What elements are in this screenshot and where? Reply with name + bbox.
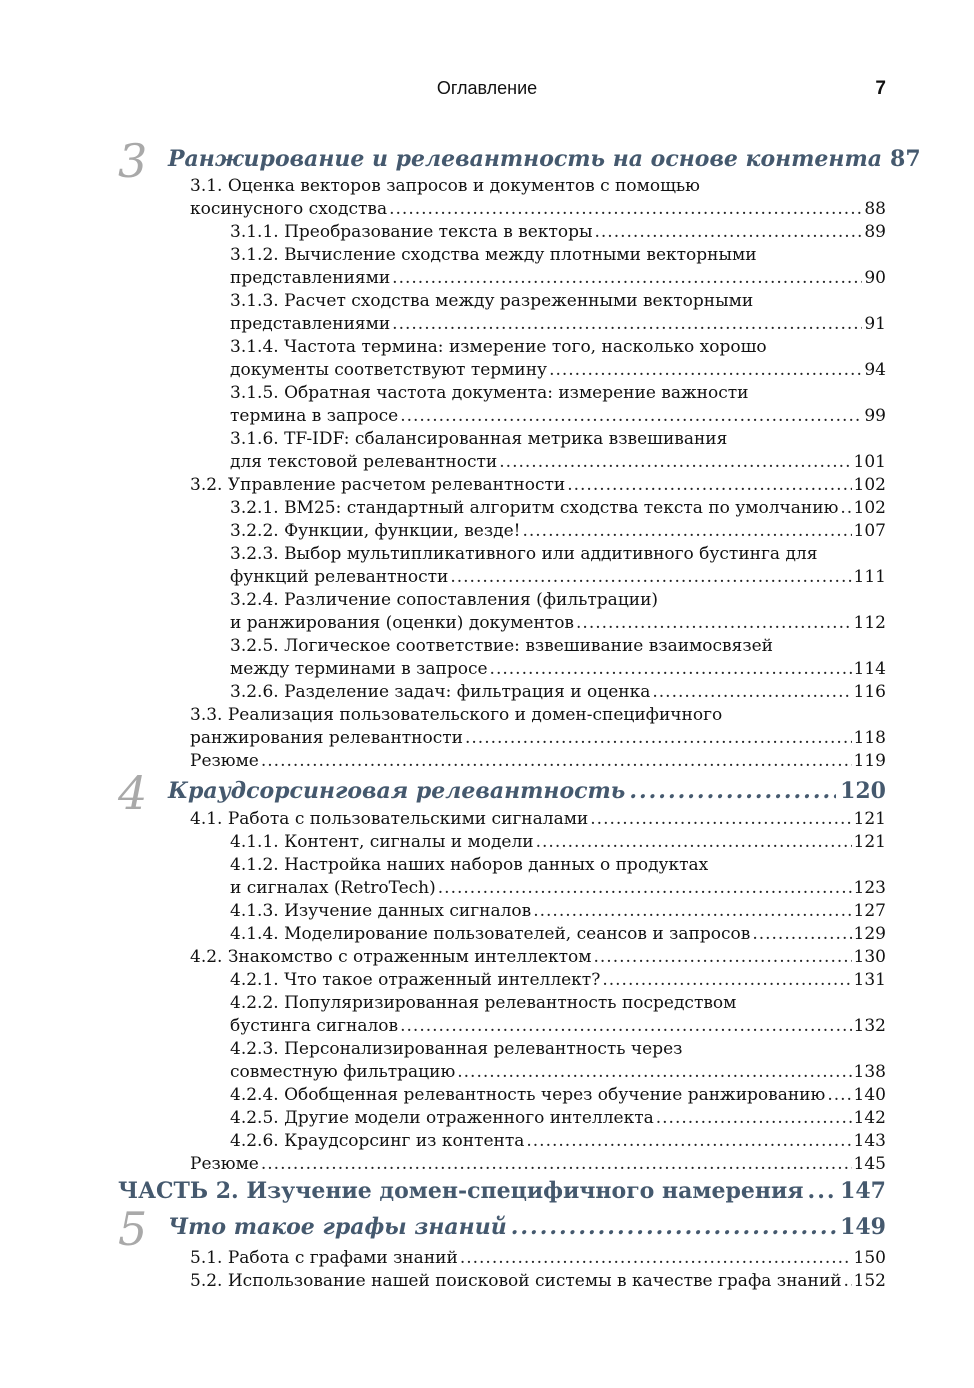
entry-title: Резюме (190, 1154, 259, 1174)
header-page-number: 7 (875, 78, 886, 99)
toc-entry-5-1[interactable] (190, 1247, 886, 1270)
entry-page: 142 (853, 1108, 886, 1128)
entry-title: 4.2.2. Популяризированная релевантность посредством (230, 993, 737, 1013)
chapter-page: 87 (890, 146, 921, 172)
dot-leader (450, 566, 851, 589)
dot-leader (522, 520, 851, 543)
entry-page: 132 (853, 1016, 886, 1036)
entry-page: 89 (864, 222, 886, 242)
entry-title: 3.1.6. TF-IDF: сбалансированная метрика взвешивания (230, 429, 728, 449)
toc-entry-3-1-2[interactable] (230, 244, 886, 290)
entry-page: 121 (853, 832, 886, 852)
entry-page: 129 (853, 924, 886, 944)
dot-leader (536, 831, 852, 854)
toc-entry-4-2-2[interactable] (230, 992, 886, 1038)
entry-page: 111 (853, 567, 886, 587)
entry-title: 4.1. Работа с пользовательскими сигналами (190, 809, 589, 829)
entry-title: Резюме (190, 751, 259, 771)
entry-title: 4.2.1. Что такое отраженный интеллект? (230, 970, 601, 990)
toc-entry-3-2-3[interactable] (230, 543, 886, 589)
toc-entry-3-2[interactable] (190, 474, 886, 497)
dot-leader (844, 1270, 852, 1293)
entry-title-cont: представлениями (230, 268, 391, 288)
entry-title: 4.2. Знакомство с отраженным интеллектом (190, 947, 592, 967)
entry-title-cont: функций релевантности (230, 567, 449, 587)
entry-page: 152 (853, 1271, 886, 1291)
chapter-number: 5 (118, 1202, 148, 1256)
entry-page: 114 (853, 659, 886, 679)
chapter-title: Ранжирование и релевантность на основе контента (168, 146, 883, 172)
dot-leader (594, 946, 852, 969)
dot-leader (629, 778, 836, 804)
entry-page: 102 (853, 475, 886, 495)
dot-leader (400, 405, 862, 428)
entry-title: 3.2.6. Разделение задач: фильтрация и оценка (230, 682, 651, 702)
entry-title-cont: термина в запросе (230, 406, 399, 426)
dot-leader (499, 451, 851, 474)
toc-entry-3-2-5[interactable] (230, 635, 886, 681)
entry-title: 3.1. Оценка векторов запросов и документов с помощью (190, 176, 700, 196)
dot-leader (595, 221, 863, 244)
entry-page: 116 (853, 682, 886, 702)
entry-page: 107 (853, 521, 886, 541)
toc-entry-3-1-4[interactable] (230, 336, 886, 382)
toc-entry-4-2-6[interactable] (230, 1130, 886, 1153)
part-page: 147 (840, 1178, 886, 1204)
dot-leader (526, 1130, 851, 1153)
toc-entry-3-1[interactable] (190, 175, 886, 221)
toc-entry-4-1-2[interactable] (230, 854, 886, 900)
entry-title-cont: документы соответствуют термину (230, 360, 548, 380)
toc-chapter-5[interactable] (118, 1202, 886, 1256)
entry-title: 4.2.6. Краудсорсинг из контента (230, 1131, 525, 1151)
entry-page: 88 (864, 199, 886, 219)
entry-page: 119 (853, 751, 886, 771)
entry-title: 3.2.2. Функции, функции, везде! (230, 521, 521, 541)
entry-page: 101 (853, 452, 886, 472)
header-title: Оглавление (436, 78, 538, 98)
toc-entry-4-2-1[interactable] (230, 969, 886, 992)
entry-page: 94 (864, 360, 886, 380)
dot-leader (511, 1214, 836, 1240)
entry-title-cont: представлениями (230, 314, 391, 334)
entry-page: 112 (853, 613, 886, 633)
toc-entry-3-1-1[interactable] (230, 221, 886, 244)
dot-leader (576, 612, 852, 635)
dot-leader (261, 1153, 852, 1176)
dot-leader (840, 497, 851, 520)
entry-page: 145 (853, 1154, 886, 1174)
dot-leader (656, 1107, 852, 1130)
entry-page: 140 (853, 1085, 886, 1105)
dot-leader (567, 474, 851, 497)
dot-leader (808, 1178, 837, 1204)
toc-entry-4-1-1[interactable] (230, 831, 886, 854)
toc-entry-3-2-4[interactable] (230, 589, 886, 635)
dot-leader (457, 1061, 851, 1084)
toc-entry-3-1-3[interactable] (230, 290, 886, 336)
toc-entry-3-1-5[interactable] (230, 382, 886, 428)
entry-title: 3.3. Реализация пользовательского и домен-специфичного (190, 705, 723, 725)
toc-entry-3-2-2[interactable] (230, 520, 886, 543)
chapter-title: Что такое графы знаний (168, 1214, 507, 1240)
dot-leader (490, 658, 852, 681)
entry-title: 3.2.1. BM25: стандартный алгоритм сходства текста по умолчанию (230, 498, 839, 518)
dot-leader (602, 969, 851, 992)
part-title: ЧАСТЬ 2. Изучение домен-специфичного намерения (118, 1178, 804, 1204)
entry-page: 121 (853, 809, 886, 829)
entry-title: 5.2. Использование нашей поисковой системы в качестве графа знаний (190, 1271, 842, 1291)
entry-page: 150 (853, 1248, 886, 1268)
toc-entry-3-1-6[interactable] (230, 428, 886, 474)
entry-page: 131 (853, 970, 886, 990)
entry-page: 91 (864, 314, 886, 334)
entry-title: 4.1.3. Изучение данных сигналов (230, 901, 532, 921)
entry-title: 3.2.4. Различение сопоставления (фильтрации) (230, 590, 659, 610)
entry-title-cont: совместную фильтрацию (230, 1062, 456, 1082)
dot-leader (460, 1247, 852, 1270)
toc-entry-4-2-3[interactable] (230, 1038, 886, 1084)
running-header (0, 78, 974, 102)
entry-title-cont: ранжирования релевантности (190, 728, 463, 748)
dot-leader (392, 267, 862, 290)
toc-entry-4-1[interactable] (190, 808, 886, 831)
dot-leader (465, 727, 852, 750)
entry-page: 102 (853, 498, 886, 518)
entry-title: 4.1.1. Контент, сигналы и модели (230, 832, 534, 852)
dot-leader (827, 1084, 851, 1107)
entry-title: 3.1.3. Расчет сходства между разреженными векторными (230, 291, 754, 311)
entry-title: 3.2. Управление расчетом релевантности (190, 475, 566, 495)
chapter-page: 120 (840, 778, 886, 804)
dot-leader (400, 1015, 851, 1038)
entry-title: 3.2.5. Логическое соответствие: взвешивание взаимосвязей (230, 636, 774, 656)
entry-title: 3.1.5. Обратная частота документа: измерение важности (230, 383, 749, 403)
toc-entry-4-1-3[interactable] (230, 900, 886, 923)
dot-leader (590, 808, 851, 831)
entry-title: 4.1.2. Настройка наших наборов данных о продуктах (230, 855, 709, 875)
entry-title: 4.2.3. Персонализированная релевантность через (230, 1039, 683, 1059)
toc-entry-4-1-4[interactable] (230, 923, 886, 946)
dot-leader (549, 359, 862, 382)
entry-title-cont: и сигналах (RetroTech) (230, 878, 436, 898)
entry-page: 118 (853, 728, 886, 748)
dot-leader (438, 877, 852, 900)
toc-entry-4-2-5[interactable] (230, 1107, 886, 1130)
entry-title: 4.2.4. Обобщенная релевантность через обучение ранжированию (230, 1085, 826, 1105)
entry-title: 3.1.1. Преобразование текста в векторы (230, 222, 593, 242)
toc-part-2[interactable] (118, 1178, 886, 1204)
entry-title: 3.1.4. Частота термина: измерение того, насколько хорошо (230, 337, 767, 357)
entry-title: 5.1. Работа с графами знаний (190, 1248, 458, 1268)
entry-title-cont: бустинга сигналов (230, 1016, 399, 1036)
entry-title: 4.1.4. Моделирование пользователей, сеансов и запросов (230, 924, 751, 944)
dot-leader (533, 900, 851, 923)
entry-page: 138 (853, 1062, 886, 1082)
entry-title: 3.2.3. Выбор мультипликативного или аддитивного бустинга для (230, 544, 818, 564)
chapter-page: 149 (840, 1214, 886, 1240)
entry-page: 90 (864, 268, 886, 288)
toc-entry-5-2[interactable] (190, 1270, 886, 1293)
entry-page: 123 (853, 878, 886, 898)
entry-page: 99 (864, 406, 886, 426)
chapter-number: 4 (118, 766, 148, 820)
entry-title: 3.1.2. Вычисление сходства между плотными векторными (230, 245, 757, 265)
toc-entry-4-summary[interactable] (190, 1153, 886, 1176)
chapter-number: 3 (118, 134, 148, 188)
dot-leader (752, 923, 851, 946)
entry-page: 143 (853, 1131, 886, 1151)
entry-title-cont: для текстовой релевантности (230, 452, 498, 472)
dot-leader (652, 681, 851, 704)
entry-title-cont: и ранжирования (оценки) документов (230, 613, 575, 633)
entry-page: 130 (853, 947, 886, 967)
dot-leader (389, 198, 862, 221)
toc-entry-3-3[interactable] (190, 704, 886, 750)
entry-title-cont: косинусного сходства (190, 199, 388, 219)
toc-entry-3-2-1[interactable] (230, 497, 886, 520)
chapter-title: Краудсорсинговая релевантность (168, 778, 626, 804)
toc-entry-4-2-4[interactable] (230, 1084, 886, 1107)
entry-page: 127 (853, 901, 886, 921)
entry-title: 4.2.5. Другие модели отраженного интеллекта (230, 1108, 654, 1128)
toc-entry-3-2-6[interactable] (230, 681, 886, 704)
dot-leader (392, 313, 862, 336)
toc-entry-4-2[interactable] (190, 946, 886, 969)
entry-title-cont: между терминами в запросе (230, 659, 488, 679)
